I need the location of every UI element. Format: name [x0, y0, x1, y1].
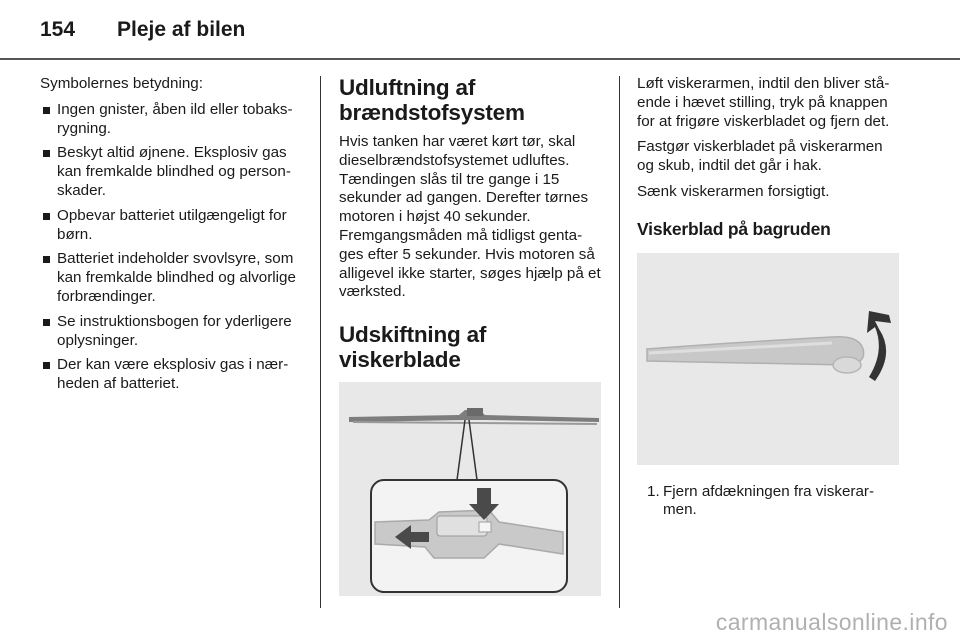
paragraph-attach-blade: Fastgør viskerbladet på viskerarmen og skub, indtil det går i hak.: [637, 138, 883, 175]
paragraph-lift-wiper: Løft viskerarmen, indtil den bliver stående i hævet stilling, tryk på knappen for at frigøre viskerbladet og fjern det.: [637, 75, 890, 130]
symbols-intro: Symbolernes betydning:: [40, 75, 203, 92]
header-rule: [0, 58, 960, 60]
watermark: carmanualsonline.info: [715, 609, 948, 635]
paragraph-fuel-bleed: Hvis tanken har været kørt tør, skal dieselbrændstofsystemet udluftes. Tændingen slås til tre gange i 15 sekunder ad gangen. Derefter tørnes motoren i højst 40 sekunder. Fremgangsmåden må tidligst gentages efter 5 sekunder. Hvis motoren så alligevel ikke starter, søges hjælp på et værksted.: [339, 133, 601, 301]
step-text: Fjern afdækningen fra viskerarmen.: [663, 482, 875, 519]
column-fuel-system: [339, 75, 601, 596]
heading-wiper-replacement: Udskiftning af viskerblade: [339, 322, 487, 373]
column-wiper-steps: [637, 75, 902, 520]
column-divider-left: [320, 76, 321, 608]
paragraph-lower-wiper: Sænk viskerarmen forsigtigt.: [637, 182, 830, 200]
heading-fuel-bleed: Udluftning af brændstofsystem: [339, 75, 525, 125]
column-divider-right: [619, 76, 620, 608]
list-item: Der kan være eksplosiv gas i nærheden af batteriet.: [40, 356, 308, 394]
list-item: Ingen gnister, åben ild eller tobaksrygning.: [40, 101, 308, 139]
column-battery-symbols: [40, 75, 308, 400]
list-item: Opbevar batteriet utilgængeligt for børn.: [40, 207, 308, 245]
heading-rear-wiper: Viskerblad på bagruden: [637, 218, 831, 239]
rear-wiper-illustration: [637, 253, 899, 465]
page-title: Pleje af bilen: [117, 18, 246, 41]
list-item: Beskyt altid øjnene. Eksplosiv gas kan fremkalde blindhed og personskader.: [40, 144, 308, 200]
step-number: 1.: [647, 482, 660, 500]
wiper-blade-release-illustration: [339, 382, 601, 596]
list-item: [637, 483, 902, 521]
list-item: Batteriet indeholder svovlsyre, som kan fremkalde blindhed og alvorlige forbrændinger.: [40, 250, 308, 306]
page-number: 154: [40, 18, 76, 41]
symbols-list: [40, 101, 308, 394]
list-item: Se instruktionsbogen for yderligere oplysninger.: [40, 313, 308, 351]
rear-wiper-steps: [637, 483, 902, 521]
